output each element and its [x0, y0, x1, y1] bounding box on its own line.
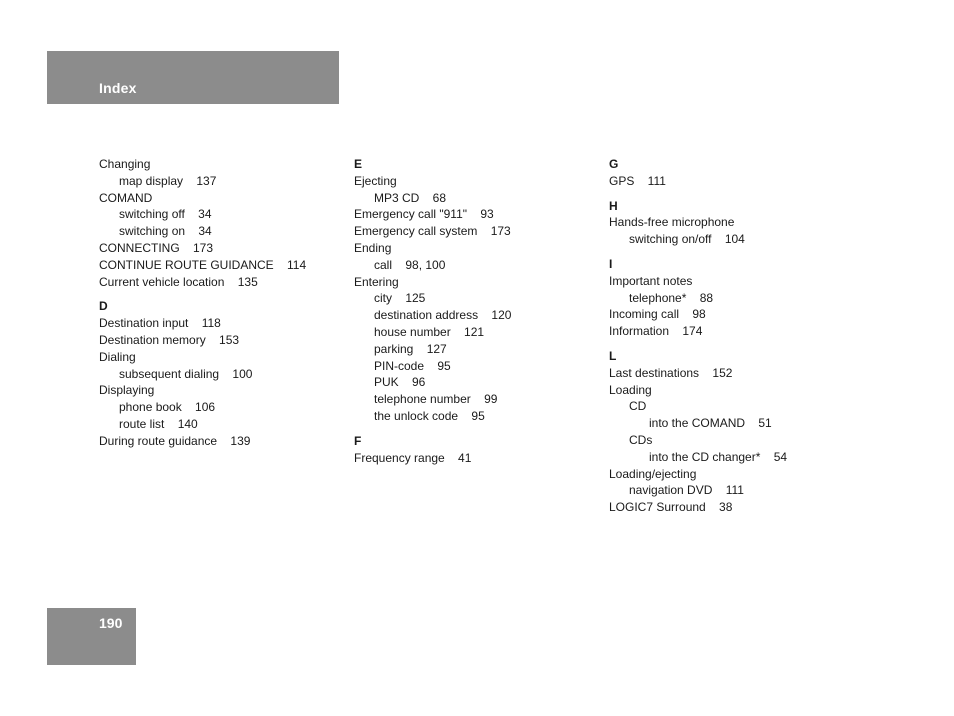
index-letter-heading: F [354, 433, 362, 448]
index-entry: Emergency call system 173 [354, 224, 511, 239]
index-entry: Emergency call "911" 93 [354, 207, 494, 222]
index-column-3 [609, 156, 787, 516]
index-entry: destination address 120 [374, 308, 512, 323]
index-section [99, 156, 306, 290]
index-entry: Entering [354, 274, 399, 289]
index-entry: COMAND [99, 190, 153, 205]
index-letter-heading: G [609, 157, 619, 171]
index-entry: Important notes [609, 273, 693, 288]
index-entry: Ending [354, 240, 392, 255]
index-section [609, 348, 787, 516]
index-entry: navigation DVD 111 [629, 483, 744, 498]
index-entry: house number 121 [374, 324, 485, 339]
page-title: Index [99, 80, 137, 96]
index-entry: CONTINUE ROUTE GUIDANCE 114 [99, 257, 307, 272]
index-entry: parking 127 [374, 341, 447, 356]
index-entry: Loading/ejecting [609, 466, 697, 481]
index-entry: CONNECTING 173 [99, 240, 214, 255]
index-entry: Current vehicle location 135 [99, 274, 258, 289]
index-section [609, 256, 787, 340]
index-entry: the unlock code 95 [374, 408, 485, 423]
index-entry: map display 137 [119, 173, 217, 188]
index-letter-heading: L [609, 348, 617, 363]
index-letter-heading: H [609, 198, 618, 213]
header-bar [47, 51, 339, 104]
index-entry: Changing [99, 157, 151, 171]
index-entry: Information 174 [609, 324, 703, 339]
index-entry: Destination memory 153 [99, 332, 240, 347]
index-entry: MP3 CD 68 [374, 190, 447, 205]
index-column-2 [354, 156, 511, 466]
index-entry: switching on/off 104 [629, 232, 745, 247]
index-entry: Destination input 118 [99, 316, 221, 331]
index-entry: city 125 [374, 291, 426, 306]
index-letter-heading: E [354, 157, 363, 171]
index-section [99, 298, 306, 449]
index-entry: Loading [609, 382, 652, 397]
index-entry: switching off 34 [119, 207, 212, 222]
index-entry: phone book 106 [119, 400, 216, 415]
index-entry: During route guidance 139 [99, 433, 251, 448]
index-entry: Incoming call 98 [609, 307, 706, 322]
index-entry: GPS 111 [609, 173, 666, 188]
index-entry: route list 140 [119, 416, 198, 431]
index-entry: Dialing [99, 349, 136, 364]
index-entry: into the CD changer* 54 [649, 449, 788, 464]
index-section [609, 156, 787, 190]
index-entry: PUK 96 [374, 375, 426, 390]
index-column-1 [99, 156, 306, 450]
index-entry: PIN-code 95 [374, 358, 451, 373]
index-entry: telephone number 99 [374, 392, 498, 407]
index-entry: telephone* 88 [629, 290, 714, 305]
index-entry: Last destinations 152 [609, 365, 733, 380]
index-entry: Ejecting [354, 173, 397, 188]
index-letter-heading: D [99, 299, 108, 314]
index-section [354, 433, 511, 467]
index-entry: Displaying [99, 383, 155, 398]
index-entry: Hands-free microphone [609, 215, 735, 230]
index-section [354, 156, 511, 425]
page-number: 190 [99, 615, 123, 631]
index-entry: CD [629, 399, 647, 414]
index-letter-heading: I [609, 256, 613, 271]
index-entry: subsequent dialing 100 [119, 366, 253, 381]
page-number-tab [47, 608, 136, 665]
index-section [609, 198, 787, 248]
index-entry: into the COMAND 51 [649, 416, 772, 431]
index-entry: switching on 34 [119, 224, 212, 239]
index-entry: LOGIC7 Surround 38 [609, 500, 733, 515]
index-entry: Frequency range 41 [354, 450, 472, 465]
index-entry: CDs [629, 432, 653, 447]
index-entry: call 98, 100 [374, 257, 446, 272]
